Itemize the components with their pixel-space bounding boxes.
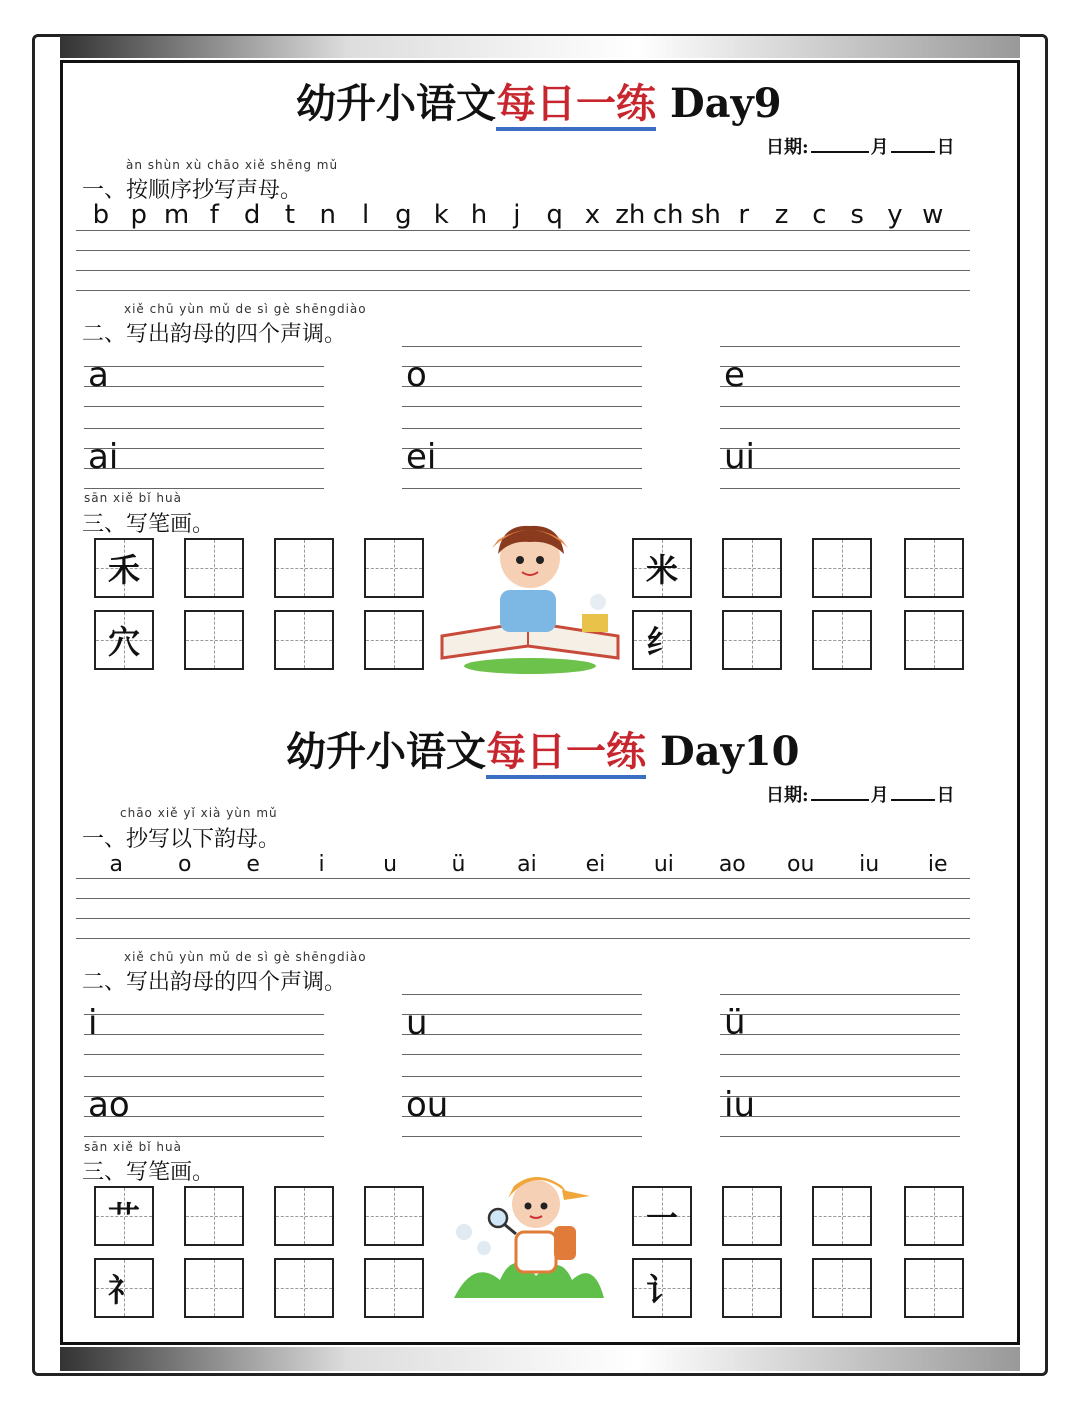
title-day: Day10	[659, 728, 800, 775]
day10-sec3-pinyin: sān xiě bǐ huà	[84, 1140, 182, 1154]
tian-zi-box[interactable]	[632, 1186, 692, 1246]
tian-zi-box[interactable]	[722, 610, 782, 670]
tian-zi-box[interactable]	[364, 538, 424, 598]
tian-zi-box[interactable]	[184, 610, 244, 670]
stroke-character: 禾	[107, 551, 140, 589]
letter-item: iu	[859, 852, 880, 877]
stroke-character: 礻	[107, 1271, 140, 1309]
vowel-label: ai	[88, 437, 119, 477]
tian-zi-box[interactable]	[632, 610, 692, 670]
date-day-blank[interactable]	[891, 799, 935, 801]
date-day: 日	[936, 785, 955, 806]
letter-item: r	[738, 200, 750, 230]
tian-zi-box[interactable]	[904, 1258, 964, 1318]
letter-item: d	[243, 200, 261, 230]
date-month: 月	[870, 785, 889, 806]
letter-item: q	[546, 200, 563, 230]
letter-item: g	[395, 200, 412, 230]
title-day: Day9	[669, 80, 782, 127]
day9-title	[296, 72, 782, 129]
letter-item: ie	[927, 852, 948, 877]
girl-reading-book-icon	[432, 518, 628, 676]
day10-sec3-heading: 三、写笔画。	[82, 1160, 215, 1185]
tian-zi-box[interactable]	[364, 1258, 424, 1318]
tian-zi-box[interactable]	[364, 610, 424, 670]
letter-item: ao	[718, 852, 746, 877]
letter-item: h	[470, 200, 488, 230]
letter-item: o	[177, 852, 192, 877]
day9-sec2-heading: 二、写出韵母的四个声调。	[82, 322, 347, 347]
day9-date	[766, 133, 955, 159]
tian-zi-box[interactable]	[94, 1186, 154, 1246]
letter-item: u	[383, 852, 398, 877]
date-month-blank[interactable]	[811, 151, 869, 153]
tian-zi-box[interactable]	[632, 1258, 692, 1318]
tian-zi-box[interactable]	[94, 1258, 154, 1318]
letter-item: t	[284, 200, 296, 230]
tian-zi-box[interactable]	[904, 610, 964, 670]
tian-zi-box[interactable]	[274, 1258, 334, 1318]
tian-zi-box[interactable]	[364, 1186, 424, 1246]
letter-item: l	[361, 200, 370, 230]
tian-zi-box[interactable]	[184, 538, 244, 598]
title-highlight: 每日一练	[496, 80, 656, 131]
letter-item: c	[812, 200, 827, 230]
vowel-label: ei	[406, 437, 437, 477]
letter-item: w	[922, 200, 944, 230]
letter-item: ui	[653, 852, 674, 877]
letter-item: a	[109, 852, 123, 877]
stroke-character: 一	[645, 1199, 678, 1237]
letter-item: x	[584, 200, 601, 230]
vowel-label: o	[406, 355, 427, 395]
letter-item: sh	[690, 200, 721, 230]
day10-finals-row	[82, 852, 972, 877]
stroke-character: 艹	[107, 1199, 140, 1237]
tian-zi-box[interactable]	[722, 1258, 782, 1318]
letter-item: ch	[652, 200, 684, 230]
vowel-label: e	[724, 355, 745, 395]
day9-sec3-pinyin: sān xiě bǐ huà	[84, 491, 182, 505]
tian-zi-box[interactable]	[274, 610, 334, 670]
letter-item: f	[209, 200, 219, 230]
date-label: 日期:	[766, 137, 809, 158]
day10-date	[766, 781, 955, 807]
tian-zi-box[interactable]	[812, 1186, 872, 1246]
letter-item: z	[774, 200, 789, 230]
day10-sec1-pinyin: chāo xiě yǐ xià yùn mǔ	[120, 806, 278, 820]
letter-item: b	[92, 200, 110, 230]
tian-zi-box[interactable]	[812, 538, 872, 598]
title-prefix: 幼升小语文	[296, 80, 496, 127]
tian-zi-box[interactable]	[632, 538, 692, 598]
letter-item: y	[887, 200, 903, 230]
day9-sec2-pinyin: xiě chū yùn mǔ de sì gè shēngdiào	[124, 302, 367, 316]
day10-sec1-heading: 一、抄写以下韵母。	[82, 827, 281, 852]
tian-zi-box[interactable]	[94, 538, 154, 598]
vowel-label: ao	[88, 1085, 130, 1125]
tian-zi-box[interactable]	[94, 610, 154, 670]
letter-item: ei	[585, 852, 606, 877]
date-month-blank[interactable]	[811, 799, 869, 801]
letter-item: p	[130, 200, 147, 230]
letter-item: ou	[787, 852, 815, 877]
tian-zi-box[interactable]	[904, 538, 964, 598]
vowel-label: ui	[724, 437, 755, 477]
day9-sec1-pinyin: àn shùn xù chāo xiě shēng mǔ	[126, 158, 339, 172]
letter-item: n	[319, 200, 337, 230]
letter-item: zh	[615, 200, 646, 230]
stroke-character: 米	[645, 551, 678, 589]
vowel-label: iu	[724, 1085, 755, 1125]
tian-zi-box[interactable]	[274, 1186, 334, 1246]
tian-zi-box[interactable]	[184, 1186, 244, 1246]
date-month: 月	[870, 137, 889, 158]
day9-consonant-row	[82, 200, 952, 230]
day10-title	[286, 720, 799, 777]
day10-sec2-heading: 二、写出韵母的四个声调。	[82, 970, 347, 995]
stroke-character: 纟	[645, 623, 678, 661]
stroke-character: 讠	[645, 1271, 678, 1309]
letter-item: i	[318, 852, 325, 877]
vowel-label: ou	[406, 1085, 449, 1125]
letter-item: e	[246, 852, 260, 877]
day9-sec3-heading: 三、写笔画。	[82, 512, 215, 537]
letter-item: ai	[517, 852, 537, 877]
day9-sec1-heading: 一、按顺序抄写声母。	[82, 178, 303, 203]
tian-zi-box[interactable]	[184, 1258, 244, 1318]
tian-zi-box[interactable]	[722, 538, 782, 598]
title-highlight: 每日一练	[486, 728, 646, 779]
vowel-label: i	[88, 1003, 98, 1043]
frame-bottom-edge	[60, 1347, 1020, 1371]
letter-item: m	[163, 200, 190, 230]
vowel-label: u	[406, 1003, 428, 1043]
stroke-character: 穴	[107, 623, 140, 661]
date-day: 日	[936, 137, 955, 158]
date-label: 日期:	[766, 785, 809, 806]
boy-with-magnifier-icon	[444, 1168, 614, 1310]
tian-zi-box[interactable]	[722, 1186, 782, 1246]
tian-zi-box[interactable]	[904, 1186, 964, 1246]
frame-top-edge	[60, 36, 1020, 58]
vowel-label: ü	[724, 1003, 746, 1043]
letter-item: j	[513, 200, 521, 230]
day10-sec2-pinyin: xiě chū yùn mǔ de sì gè shēngdiào	[124, 950, 367, 964]
worksheet-page	[60, 60, 1020, 1345]
tian-zi-box[interactable]	[812, 1258, 872, 1318]
letter-item: ü	[451, 852, 466, 877]
tian-zi-box[interactable]	[812, 610, 872, 670]
letter-item: s	[850, 200, 864, 230]
vowel-label: a	[88, 355, 109, 395]
date-day-blank[interactable]	[891, 151, 935, 153]
tian-zi-box[interactable]	[274, 538, 334, 598]
title-prefix: 幼升小语文	[286, 728, 486, 775]
letter-item: k	[433, 200, 449, 230]
